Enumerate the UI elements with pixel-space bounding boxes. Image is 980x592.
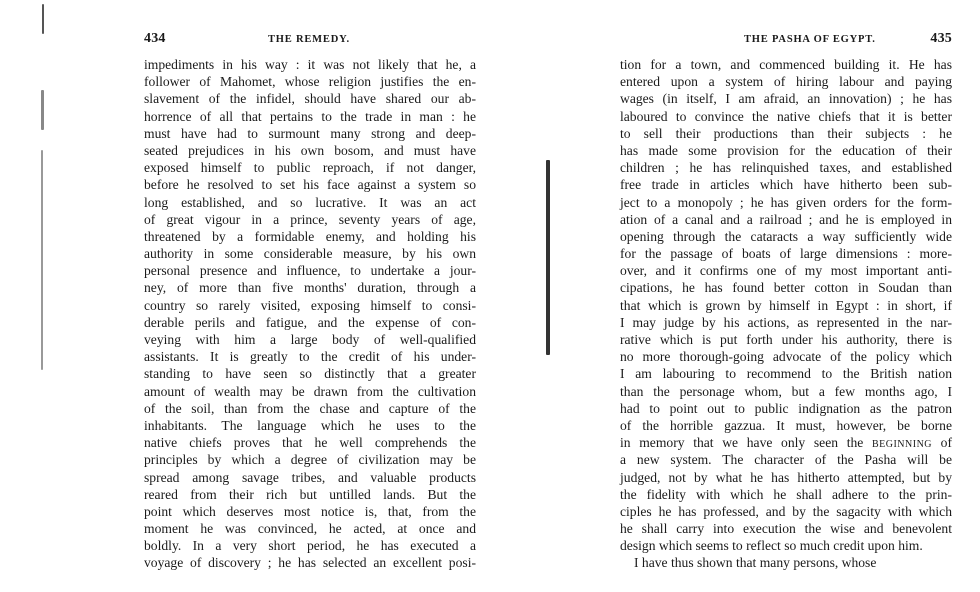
text-line: I am labouring to recommend to the British nation: [620, 366, 952, 382]
text-line: principles by which a degree of civilization may be: [144, 452, 476, 468]
text-line: veying with him a large body of well-qualified: [144, 332, 476, 347]
text-line: amount of wealth may be drawn from the cultivation: [144, 383, 476, 399]
text-line: moment he was convinced, he acted, at once and: [144, 521, 476, 537]
text-line: in memory that we have only seen the beginning of: [620, 435, 952, 451]
left-body-text: [144, 56, 476, 572]
text-line: derable perils and fatigue, and the expense of con-: [144, 314, 476, 330]
right-page: [540, 0, 980, 592]
text-line: rative which is put forth under his authority, there is: [620, 332, 952, 347]
text-line: standing to have seen so distinctly that a greater: [144, 366, 476, 382]
text-line: ject to a monopoly ; he has given orders for the form-: [620, 194, 952, 210]
text-line: threatened by a formidable enemy, and holding his: [144, 228, 476, 244]
text-line: seated prejudices in his own bosom, and must have: [144, 142, 476, 158]
text-line: opening through the cataracts a way sufficiently wide: [620, 228, 952, 244]
text-line: has made some provision for the education of their: [620, 142, 952, 158]
text-line: over, and it confirms one of my most important anti-: [620, 263, 952, 279]
left-page-number: 434: [144, 31, 166, 46]
text-line: assistants. It is greatly to the credit of his under-: [144, 349, 476, 365]
text-line: horrence of all that pertains to the trade in man : he: [144, 108, 476, 124]
text-line: must have had to surmount many strong and deep-: [144, 125, 476, 141]
text-line: reared from their rich but untilled lands. But the: [144, 486, 476, 502]
text-line: of the horrible gazzua. It must, however, be borne: [620, 417, 952, 433]
text-line: country so rarely visited, exposing himself to consi-: [144, 297, 476, 313]
text-line: than the personage whom, but a few months ago, I: [620, 383, 952, 399]
text-line: ation of a canal and a railroad ; and he is employed in: [620, 211, 952, 227]
text-line: boldly. In a very short period, he has executed a: [144, 538, 476, 554]
right-running-title: THE PASHA OF EGYPT.: [744, 34, 876, 45]
text-line: he shall carry into execution the wise and benevolent: [620, 521, 952, 537]
text-line: voyage of discovery ; he has selected an excellent posi-: [144, 555, 476, 571]
right-body-text: [620, 56, 952, 572]
text-line: tion for a town, and commenced building it. He has: [620, 57, 952, 72]
text-line: impediments in his way : it was not likely that he, a: [144, 57, 476, 72]
text-line: follower of Mahomet, whose religion justifies the en-: [144, 74, 476, 90]
right-page-number: 435: [930, 31, 952, 46]
text-line: of great vigour in a prince, seventy years of age,: [144, 211, 476, 227]
text-line: cipations, he has found better cotton in Soudan than: [620, 280, 952, 296]
text-line: long established, and so lucrative. It was an act: [144, 194, 476, 210]
text-line: laboured to convince the native chiefs that it is better: [620, 108, 952, 124]
text-line: point which deserves most notice is, that, from the: [144, 503, 476, 519]
left-running-head: [144, 31, 476, 47]
text-line: wages (in itself, I am afraid, an innovation) ; he has: [620, 91, 952, 107]
text-line: to sell their productions than their subjects : he: [620, 125, 952, 141]
text-line: children ; he has relinquished taxes, and established: [620, 160, 952, 176]
text-line: a new system. The character of the Pasha will be: [620, 452, 952, 468]
text-line: ney, of more than five months' duration, through a: [144, 280, 476, 296]
text-line: judged, not by what he has hitherto attempted, but by: [620, 469, 952, 485]
text-line: spread among savage tribes, and valuable products: [144, 469, 476, 485]
left-running-title: THE REMEDY.: [268, 34, 350, 45]
text-line: before he resolved to set his face against a system so: [144, 177, 476, 193]
text-line: I have thus shown that many persons, whose: [634, 555, 877, 571]
text-line: slavement of the infidel, should have shared our ab-: [144, 91, 476, 107]
emphasized-word: beginning: [871, 435, 933, 451]
text-line: ciples he has professed, and by the sagacity with which: [620, 503, 952, 519]
text-line: personal presence and influence, to undertake a jour-: [144, 263, 476, 279]
text-line: design which seems to reflect so much credit upon him.: [620, 538, 923, 554]
text-line: for the passage of boats of large dimensions : more-: [620, 246, 952, 262]
text-line: free trade in articles which have hitherto been sub-: [620, 177, 952, 193]
text-line: authority in some considerable measure, by his own: [144, 246, 476, 262]
text-line: of the soil, than from the chase and capture of the: [144, 400, 476, 416]
text-line: exposed himself to public reproach, if not danger,: [144, 160, 476, 176]
text-line: the fidelity with which he shall adhere to the prin-: [620, 486, 952, 502]
text-line: native chiefs proves that he well comprehends the: [144, 435, 476, 451]
text-line: entered upon a system of hiring labour and paying: [620, 74, 952, 90]
text-line: I may judge by his actions, as represented in the nar-: [620, 314, 952, 330]
text-line: no more thorough-going advocate of the policy which: [620, 349, 952, 365]
text-line: inhabitants. The language which he uses to the: [144, 417, 476, 433]
text-line: that which is grown by himself in Egypt : in short, if: [620, 297, 952, 313]
text-line: had to point out to public indignation as the patron: [620, 400, 952, 416]
